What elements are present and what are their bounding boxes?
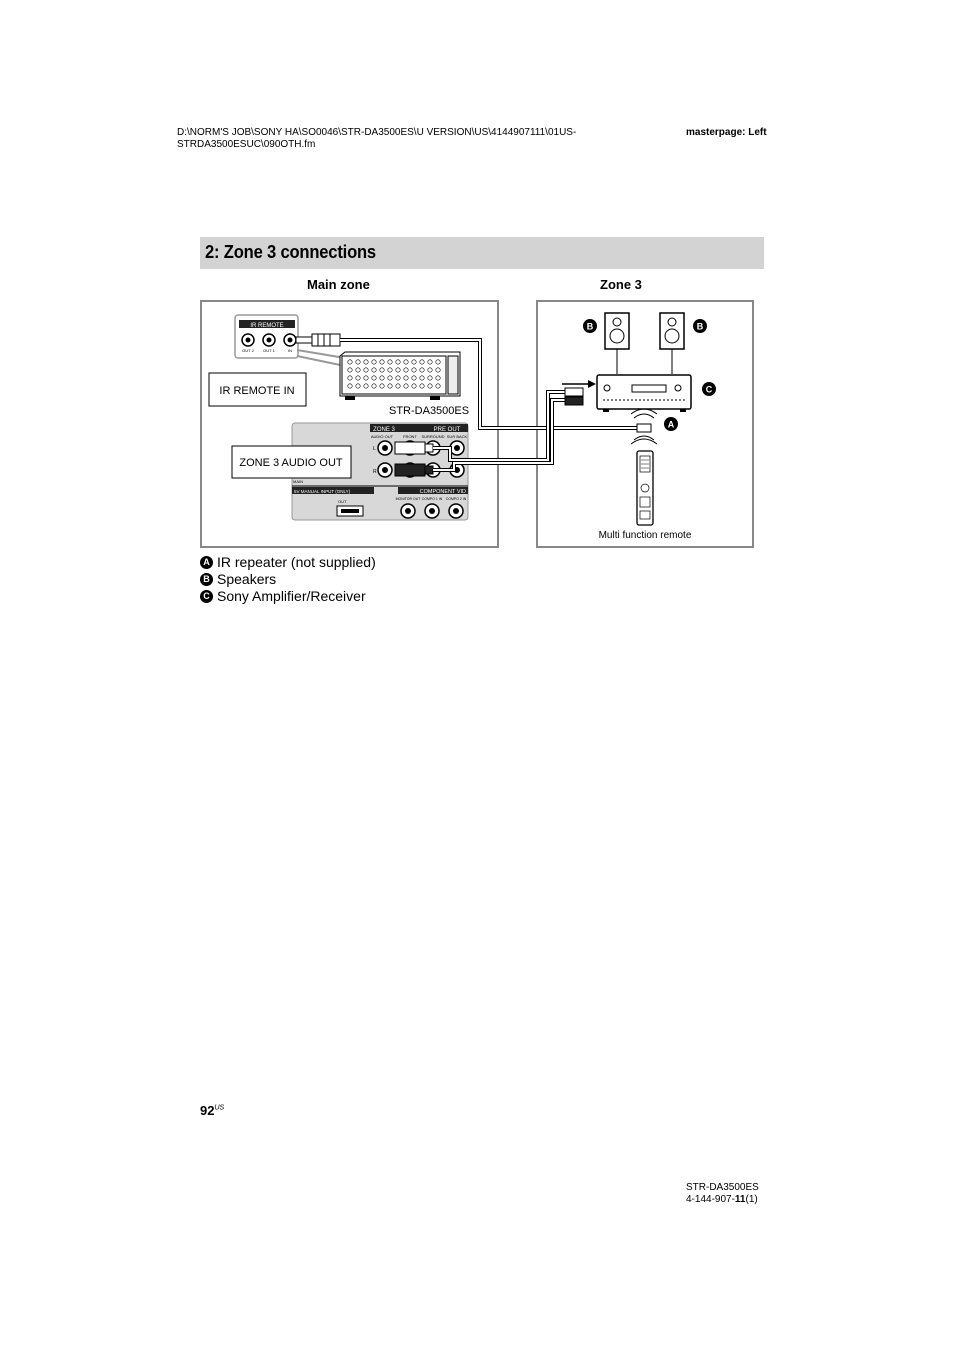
speaker-right [660, 313, 684, 374]
ir-in-label: IN [288, 348, 292, 353]
connection-diagram [0, 0, 954, 620]
legend-item-b [200, 571, 276, 587]
panel-component-video-label: COMPONENT VID [419, 489, 466, 495]
badge-a-text: A [667, 419, 675, 430]
zone3-audio-out-callout-text: ZONE 3 AUDIO OUT [239, 457, 343, 469]
ir-out1-label: OUT 1 [263, 348, 275, 353]
speaker-left [605, 313, 629, 374]
mini-plug [296, 334, 340, 346]
ir-repeater [637, 424, 651, 432]
panel-comp2-label: COMPO 2 IN [445, 497, 467, 501]
panel-out-label: OUT [338, 499, 347, 504]
badge-c-text: C [705, 384, 713, 395]
page-number-value: 92 [200, 1103, 215, 1118]
legend-text-b: Speakers [217, 571, 277, 587]
file-path-line1: D:\NORM'S JOB\SONY HA\SO0046\STR-DA3500ES\U VERSION\US\4144907111\01US- [177, 127, 577, 138]
file-path-line2: STRDA3500ESUC\090OTH.fm [177, 139, 316, 150]
legend-badge-b: B [200, 573, 213, 586]
legend-item-c [200, 588, 366, 604]
panel-front-label: FRONT [403, 434, 417, 439]
footer-model: STR-DA3500ES [686, 1182, 759, 1193]
panel-l-label: L [373, 446, 376, 452]
ir-remote-panel-label: IR REMOTE [250, 323, 284, 329]
ir-remote-in-callout-text: IR REMOTE IN [219, 385, 295, 397]
multi-function-remote [637, 451, 653, 525]
panel-zone3-label: ZONE 3 [373, 427, 395, 433]
panel-main-label: MAIN [293, 479, 303, 484]
legend-item-a [200, 554, 376, 570]
legend-badge-a: A [200, 556, 213, 569]
legend-text-c: Sony Amplifier/Receiver [217, 588, 366, 604]
main-zone-label: Main zone [307, 277, 370, 292]
zone3-amplifier [597, 375, 691, 412]
panel-pre-out-label: PRE OUT [433, 427, 461, 433]
masterpage-label: masterpage: Left [686, 127, 767, 138]
receiver-model-label: STR-DA3500ES [389, 405, 470, 417]
page-number [200, 1103, 224, 1118]
footer [686, 1182, 759, 1206]
panel-surround-label: SURROUND [421, 434, 445, 439]
footer-code-prefix: 4-144-907- [686, 1194, 735, 1205]
page-number-suffix: US [214, 1104, 225, 1112]
panel-surback-label: SUR BACK [446, 434, 468, 439]
panel-monitor-out-label: MONITOR OUT [395, 497, 421, 501]
ir-out2-label: OUT 2 [242, 348, 254, 353]
footer-code-suffix: (1) [745, 1194, 758, 1205]
badge-b-right-text: B [696, 321, 704, 332]
legend-text-a: IR repeater (not supplied) [217, 554, 376, 570]
badge-b-left-text: B [586, 321, 594, 332]
panel-multi-input-label: 5V MANUAL INPUT (ONLY) [294, 489, 351, 494]
section-title: 2: Zone 3 connections [205, 242, 376, 262]
footer-code-bold: 11 [734, 1194, 746, 1205]
legend-badge-c: C [200, 590, 213, 603]
panel-r-label: R [373, 469, 377, 475]
panel-comp1-label: COMPO 1 IN [421, 497, 443, 501]
remote-label: Multi function remote [598, 530, 692, 541]
footer-code [686, 1194, 759, 1206]
panel-audio-out-label: AUDIO OUT [370, 434, 394, 439]
zone3-label: Zone 3 [600, 277, 642, 292]
ir-remote-panel [235, 315, 298, 358]
